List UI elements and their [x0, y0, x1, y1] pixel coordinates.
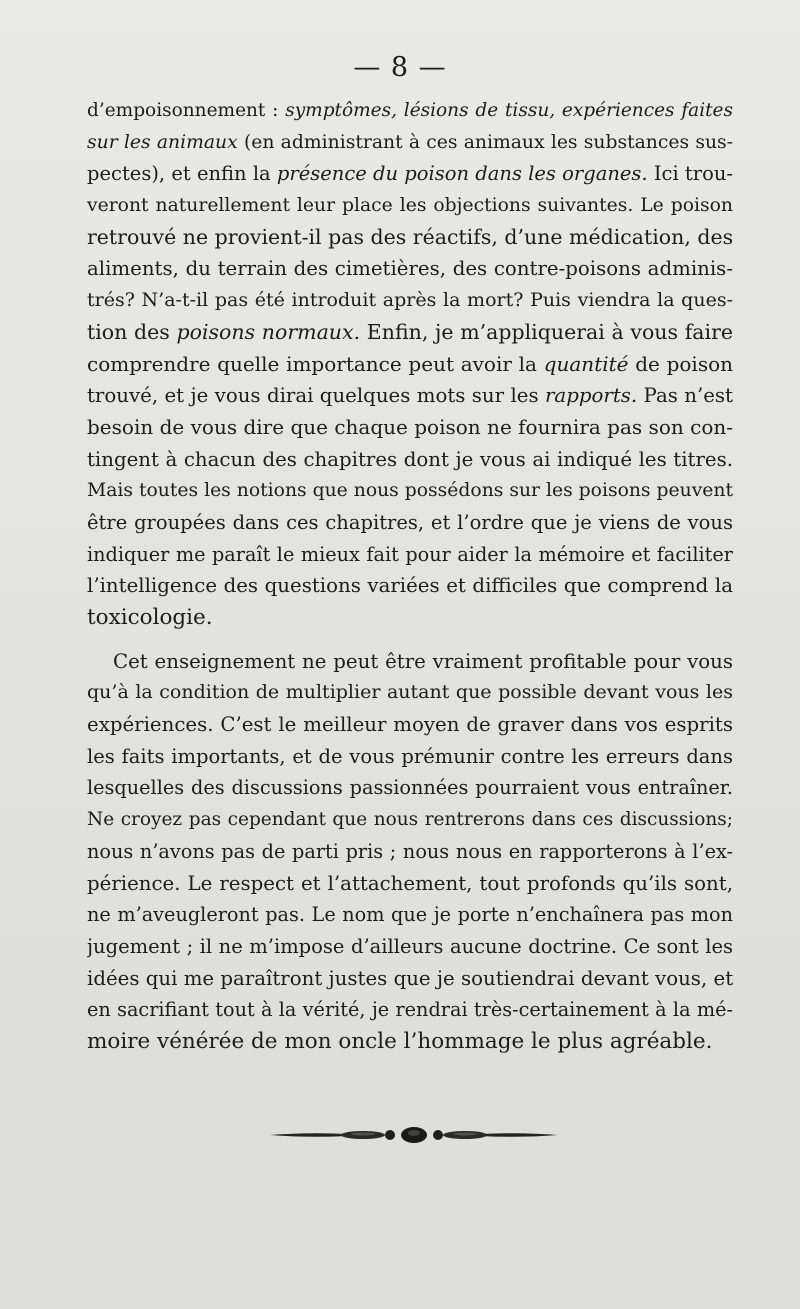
text-segment: moire vénérée de mon oncle l’hommage le plus agréable.: [87, 1028, 713, 1054]
text-segment: veront naturellement leur place les objections suivantes. Le poison: [87, 195, 733, 217]
text-line: [87, 190, 733, 222]
body-text: [87, 95, 733, 1058]
paragraph: [87, 95, 733, 634]
text-line: [87, 602, 733, 634]
italic-text: quantité: [543, 351, 629, 376]
text-segment: jugement ; il ne m’impose d’ailleurs aucune doctrine. Ce sont les: [87, 934, 733, 958]
italic-text: rapports.: [544, 384, 638, 408]
text-line: [87, 899, 733, 931]
text-line: [87, 836, 733, 868]
text-segment: Ne croyez pas cependant que nous rentrerons dans ces discussions;: [87, 809, 733, 831]
text-line: [87, 677, 733, 709]
text-segment: de poison: [628, 351, 733, 376]
text-segment: Ici trou-: [647, 162, 733, 186]
text-line: [87, 570, 733, 602]
text-segment: trouvé, et je vous dirai quelques mots sur les: [87, 384, 545, 408]
decorative-ornament-icon: [268, 1120, 560, 1150]
text-segment: trés? N’a-t-il pas été introduit après la mort? Puis viendra la ques-: [87, 289, 733, 312]
italic-text: poisons normaux.: [176, 319, 361, 344]
text-line: [87, 709, 733, 741]
text-line: [87, 931, 733, 963]
text-segment: l’intelligence des questions variées et difficiles que comprend la: [87, 574, 733, 598]
text-segment: qu’à la condition de multiplier autant que possible devant vous les: [87, 681, 733, 704]
text-line: [87, 804, 733, 836]
text-segment: tingent à chacun des chapitres dont je vous ai indiqué les titres.: [87, 447, 733, 471]
text-segment: retrouvé ne provient-il pas des réactifs, d’une médication, des: [87, 224, 733, 249]
text-segment: d’empoisonnement :: [87, 100, 286, 121]
text-line: [87, 994, 733, 1026]
page-number-header: — 8 —: [353, 52, 447, 83]
text-segment: comprendre quelle importance peut avoir la: [87, 351, 544, 376]
text-segment: les faits importants, et de vous prémunir contre les erreurs dans: [87, 744, 733, 768]
text-segment: toxicologie.: [87, 605, 213, 630]
text-segment: besoin de vous dire que chaque poison ne fournira pas son con-: [87, 414, 733, 439]
text-segment: lesquelles des discussions passionnées pourraient vous entraîner.: [87, 776, 733, 800]
text-segment: nous n’avons pas de parti pris ; nous nous en rapporterons à l’ex-: [87, 839, 733, 863]
text-segment: (en administrant à ces animaux les substances sus-: [237, 131, 733, 153]
text-segment: aliments, du terrain des cimetières, des contre-poisons adminis-: [87, 257, 733, 281]
text-line: [87, 963, 733, 995]
text-line: [87, 158, 733, 190]
text-line: [87, 412, 733, 444]
text-line: [87, 646, 733, 678]
text-segment: idées qui me paraîtront justes que je soutiendrai devant vous, et: [87, 966, 733, 990]
text-segment: être groupées dans ces chapitres, et l’ordre que je viens de vous: [87, 510, 733, 534]
text-line: [87, 772, 733, 804]
text-line: [87, 95, 733, 127]
italic-text: symptômes, lésions de tissu, expériences faites: [285, 100, 733, 121]
text-segment: expériences. C’est le meilleur moyen de graver dans vos esprits: [87, 713, 733, 737]
text-line: [87, 507, 733, 539]
text-segment: indiquer me paraît le mieux fait pour aider la mémoire et faciliter: [87, 542, 733, 566]
text-segment: Cet enseignement ne peut être vraiment profitable pour vous: [113, 649, 733, 673]
text-line: [87, 253, 733, 285]
text-line: [87, 741, 733, 773]
text-segment: Pas n’est: [637, 384, 733, 408]
text-line: [87, 380, 733, 412]
text-segment: périence. Le respect et l’attachement, tout profonds qu’ils sont,: [87, 871, 733, 895]
text-segment: Mais toutes les notions que nous possédons sur les poisons peuvent: [87, 480, 733, 502]
text-line: [87, 349, 733, 381]
text-segment: ne m’aveugleront pas. Le nom que je porte n’enchaînera pas mon: [87, 903, 733, 927]
text-line: [87, 475, 733, 507]
text-line: [87, 317, 733, 349]
text-line: [87, 222, 733, 254]
text-line: [87, 539, 733, 571]
text-line: [87, 285, 733, 317]
text-line: [87, 1026, 733, 1058]
text-segment: tion des: [87, 319, 177, 344]
italic-text: sur les animaux: [87, 131, 238, 153]
text-segment: Enfin, je m’appliquerai à vous faire: [360, 319, 733, 344]
text-line: [87, 868, 733, 900]
text-line: [87, 444, 733, 476]
text-segment: en sacrifiant tout à la vérité, je rendrai très-certainement à la mé-: [87, 998, 733, 1022]
italic-text: présence du poison dans les organes.: [276, 162, 648, 186]
paragraph: [87, 646, 733, 1058]
text-segment: pectes), et enfin la: [87, 162, 277, 186]
text-line: [87, 127, 733, 159]
